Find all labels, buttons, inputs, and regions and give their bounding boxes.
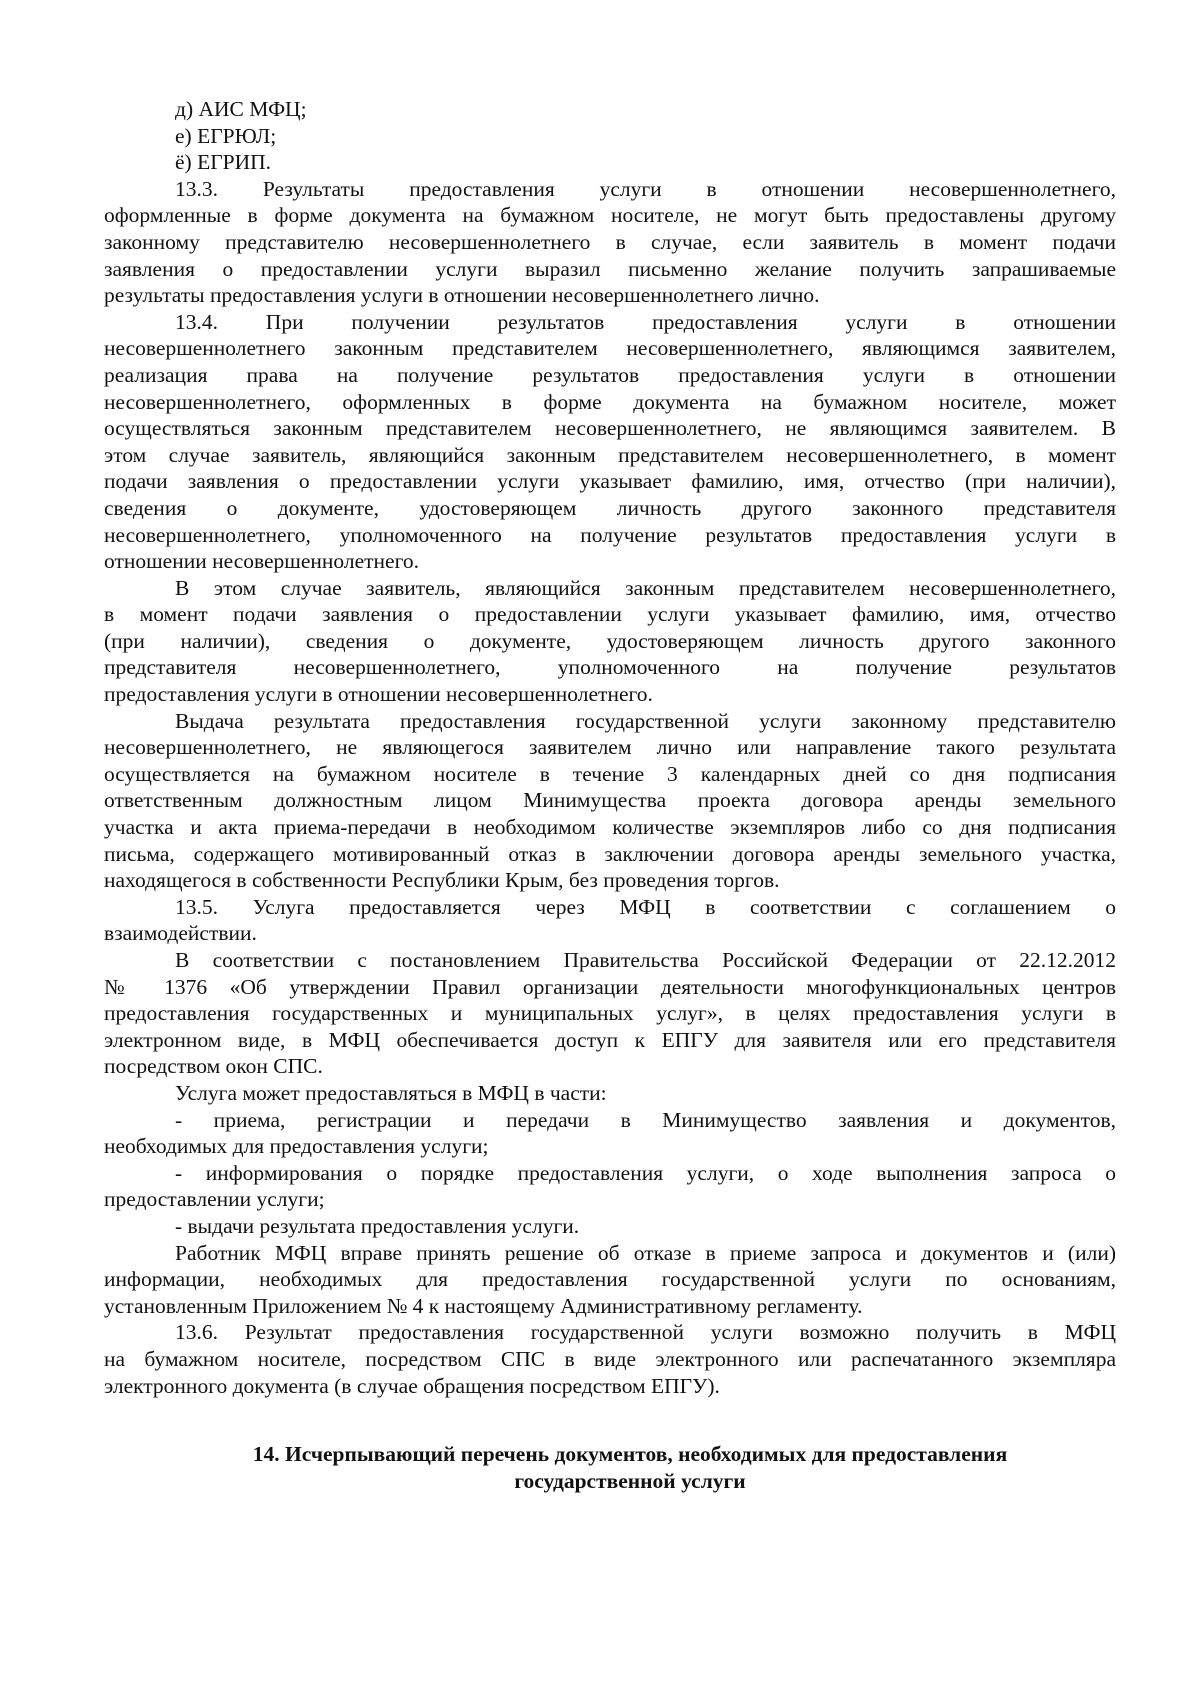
section-heading-line: 14. Исчерпывающий перечень документов, необходимых для предоставления xyxy=(252,1442,1008,1467)
text-line: электронном виде, в МФЦ обеспечивается доступ к ЕПГУ для заявителя или его представителя xyxy=(104,1027,1116,1052)
text-line: Услуга может предоставляться в МФЦ в части: xyxy=(175,1080,607,1105)
list-item: ё) ЕГРИП. xyxy=(175,150,272,175)
text-line: отношении несовершеннолетнего. xyxy=(104,549,420,574)
item-list xyxy=(104,96,1116,176)
text-line: в момент подачи заявления о предоставлении услуги указывает фамилию, имя, отчество xyxy=(104,602,1116,627)
paragraph-service-parts xyxy=(104,1080,1116,1107)
text-line: - приема, регистрации и передачи в Минимущество заявления и документов, xyxy=(175,1107,1116,1132)
text-line: письма, содержащего мотивированный отказ в заключении договора аренды земельного участка, xyxy=(104,841,1116,866)
text-line: предоставлении услуги; xyxy=(104,1187,325,1212)
list-item: е) ЕГРЮЛ; xyxy=(175,123,277,148)
paragraph-13-5 xyxy=(104,894,1116,947)
text-line: информации, необходимых для предоставления государственной услуги по основаниям, xyxy=(104,1267,1116,1292)
paragraph-decree xyxy=(104,947,1116,1080)
text-line: законному представителю несовершеннолетнего в случае, если заявитель в момент подачи xyxy=(104,229,1116,254)
text-line: осуществляется на бумажном носителе в течение 3 календарных дней со дня подписания xyxy=(104,761,1116,786)
text-line: предоставления услуги в отношении несовершеннолетнего. xyxy=(104,682,653,707)
bullet-issuance xyxy=(104,1213,1116,1240)
text-line: (при наличии), сведения о документе, удостоверяющем личность другого законного xyxy=(104,628,1116,653)
paragraph-13-3 xyxy=(104,176,1116,309)
text-line: посредством окон СПС. xyxy=(104,1054,323,1079)
text-line: подачи заявления о предоставлении услуги указывает фамилию, имя, отчество (при наличии), xyxy=(104,469,1116,494)
text-line: В соответствии с постановлением Правительства Российской Федерации от 22.12.2012 xyxy=(175,948,1116,972)
bullet-reception xyxy=(104,1107,1116,1160)
text-line: несовершеннолетнего законным представителем несовершеннолетнего, являющимся заявителем, xyxy=(104,336,1116,361)
list-item: д) АИС МФЦ; xyxy=(175,97,307,121)
text-line: 13.3. Результаты предоставления услуги в отношении несовершеннолетнего, xyxy=(175,176,1116,201)
text-line: на бумажном носителе, посредством СПС в виде электронного или распечатанного экземпляра xyxy=(104,1346,1116,1371)
text-line: оформленные в форме документа на бумажном носителе, не могут быть предоставлены другому xyxy=(104,203,1116,228)
text-line: реализация права на получение результатов предоставления услуги в отношении xyxy=(104,362,1116,387)
text-line: предоставления государственных и муниципальных услуг», в целях предоставления услуги в xyxy=(104,1001,1116,1026)
text-line: 13.5. Услуга предоставляется через МФЦ в соответствии с соглашением о xyxy=(175,894,1116,919)
text-line: Работник МФЦ вправе принять решение об отказе в приеме запроса и документов и (или) xyxy=(175,1240,1116,1265)
paragraph-13-4 xyxy=(104,309,1116,575)
text-line: установленным Приложением № 4 к настоящему Административному регламенту. xyxy=(104,1293,863,1318)
text-line: заявления о предоставлении услуги выразил письменно желание получить запрашиваемые xyxy=(104,256,1116,281)
text-line: 13.4. При получении результатов предоставления услуги в отношении xyxy=(175,309,1116,334)
section-heading xyxy=(104,1441,1116,1495)
text-line: сведения о документе, удостоверяющем личность другого законного представителя xyxy=(104,495,1116,520)
text-line: электронного документа (в случае обращения посредством ЕПГУ). xyxy=(104,1373,720,1398)
paragraph-issuance xyxy=(104,708,1116,894)
text-line: участка и акта приема-передачи в необходимом количестве экземпляров либо со дня подписания xyxy=(104,815,1116,840)
paragraph-13-6 xyxy=(104,1319,1116,1399)
text-line: - выдачи результата предоставления услуги. xyxy=(175,1213,580,1238)
text-line: взаимодействии. xyxy=(104,921,257,946)
text-line: № 1376 «Об утверждении Правил организации деятельности многофункциональных центров xyxy=(104,974,1116,999)
text-line: находящегося в собственности Республики Крым, без проведения торгов. xyxy=(104,868,780,893)
text-line: необходимых для предоставления услуги; xyxy=(104,1134,489,1159)
text-line: 13.6. Результат предоставления государственной услуги возможно получить в МФЦ xyxy=(175,1320,1116,1345)
text-line: представителя несовершеннолетнего, уполномоченного на получение результатов xyxy=(104,655,1116,680)
text-line: несовершеннолетнего, оформленных в форме документа на бумажном носителе, может xyxy=(104,389,1116,414)
paragraph-this-case xyxy=(104,575,1116,708)
text-line: этом случае заявитель, являющийся законным представителем несовершеннолетнего, в момент xyxy=(104,442,1116,467)
section-heading-line: государственной услуги xyxy=(514,1469,746,1494)
text-line: - информирования о порядке предоставления услуги, о ходе выполнения запроса о xyxy=(175,1160,1116,1185)
text-line: осуществляться законным представителем несовершеннолетнего, не являющимся заявителем. В xyxy=(104,416,1116,441)
text-line: несовершеннолетнего, уполномоченного на получение результатов предоставления услуги в xyxy=(104,522,1116,547)
text-line: несовершеннолетнего, не являющегося заявителем лично или направление такого результата xyxy=(104,735,1116,760)
paragraph-mfc-worker xyxy=(104,1240,1116,1320)
text-line: В этом случае заявитель, являющийся законным представителем несовершеннолетнего, xyxy=(175,575,1116,600)
bullet-informing xyxy=(104,1160,1116,1213)
text-line: ответственным должностным лицом Минимущества проекта договора аренды земельного xyxy=(104,788,1116,813)
text-line: Выдача результата предоставления государственной услуги законному представителю xyxy=(175,708,1116,733)
text-line: результаты предоставления услуги в отношении несовершеннолетнего лично. xyxy=(104,283,820,308)
